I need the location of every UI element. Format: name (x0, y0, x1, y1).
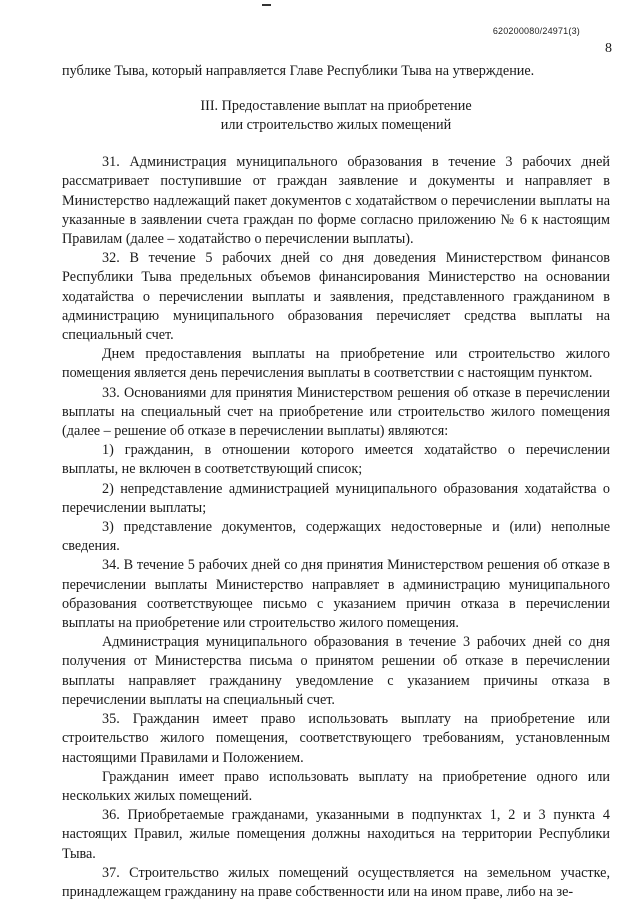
paragraph-35: 35. Гражданин имеет право использовать выплату на приобретение или строительство жилого помещения, соответствующего требованиям, установленным настоящими Правилами и Положением. (62, 711, 610, 766)
section-heading-line-1: III. Предоставление выплат на приобретение (200, 98, 472, 115)
paragraph-35-note: Гражданин имеет право использовать выплату на приобретение одного или нескольких жилых помещений. (62, 768, 610, 804)
lead-paragraph: публике Тыва, который направляется Главе Республики Тыва на утверждение. (62, 63, 535, 79)
paragraph-33-item-1: 1) гражданин, в отношении которого имеется ходатайство о перечислении выплаты, не включен в соответствующий список; (62, 442, 610, 478)
paragraph-33-item-3: 3) представление документов, содержащих недостоверные и (или) неполные сведения. (62, 519, 610, 555)
paragraph-37: 37. Строительство жилых помещений осуществляется на земельном участке, принадлежащем гражданину на праве собственности или на ином праве, либо на зе- (62, 864, 610, 900)
paragraph-33: 33. Основаниями для принятия Министерством решения об отказе в перечислении выплаты на специальный счет на приобретение или строительство жилого помещения (далее – решение об отказе в перечислении выплаты) являются: (62, 384, 610, 440)
paragraph-31: 31. Администрация муниципального образования в течение 3 рабочих дней рассматривает поступившие от граждан заявление и документы и направляет в Министерство надлежащий пакет документов с ходатайством о перечислении выплаты на указанные в заявлении счета граждан по форме согласно приложению № 6 к настоящим Правилам (далее – ходатайство о перечислении выплаты). (62, 154, 610, 248)
page-number: 8 (605, 41, 612, 56)
document-number: 620200080/24971(3) (492, 26, 580, 36)
section-heading (62, 97, 610, 135)
paragraph-32-note: Днем предоставления выплаты на приобретение или строительство жилого помещения является день перечисления выплаты в соответствии с настоящим пунктом. (62, 346, 610, 382)
paragraph-33-item-2: 2) непредставление администрацией муниципального образования ходатайства о перечислении выплаты; (62, 480, 610, 516)
paragraph-34-note: Администрация муниципального образования в течение 3 рабочих дней со дня получения от Министерства письма о принятом решении об отказе в перечислении выплаты направляет гражданину уведомление с указанием причины отказа в перечислении выплаты на специальный счет. (62, 634, 610, 708)
paragraph-34: 34. В течение 5 рабочих дней со дня принятия Министерством решения об отказе в перечислении выплаты Министерство направляет в администрацию муниципального образования соответствующее письмо с указанием причин отказа в перечислении выплаты на приобретение или строительство жилого помещения. (62, 557, 610, 632)
scan-mark (262, 4, 271, 6)
paragraph-32: 32. В течение 5 рабочих дней со дня доведения Министерством финансов Республики Тыва предельных объемов финансирования Министерство на основании ходатайства о перечислении выплаты и заявления, представленного гражданином в администрацию муниципального образования перечисляет средства выплаты на специальный счет. (62, 250, 610, 344)
document-body (62, 62, 610, 902)
section-heading-line-2: или строительство жилых помещений (220, 117, 452, 134)
paragraph-36: 36. Приобретаемые гражданами, указанными в подпунктах 1, 2 и 3 пункта 4 настоящих Правил, жилые помещения должны находиться на территории Республики Тыва. (62, 807, 610, 862)
